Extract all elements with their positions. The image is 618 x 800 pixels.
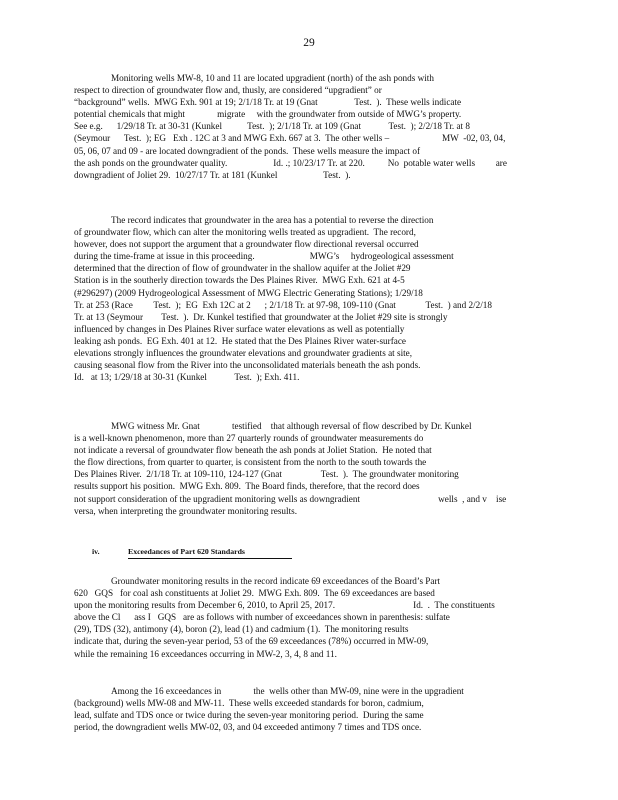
section-heading-number: iv. [92, 547, 100, 556]
text-line: respect to direction of groundwater flow and, thusly, are considered “upgradient” or [74, 85, 382, 96]
text-line: not indicate a reversal of groundwater flow beneath the ash ponds at Joliet Station. He noted that [74, 445, 432, 456]
text-line: elevations strongly influences the groundwater elevations and groundwater gradients at site, [74, 348, 413, 359]
text-line: (Seymour Test. ); EG Exh . 12C at 3 and MWG Exh. 667 at 3. The other wells – MW -02, 03, 04, [74, 133, 506, 144]
text-line: however, does not support the argument that a groundwater flow directional reversal occurred [74, 239, 419, 250]
text-line: results support his position. MWG Exh. 809. The Board finds, therefore, that the record does [74, 481, 420, 492]
text-line: causing seasonal flow from the River into the unconsolidated materials beneath the ash ponds. [74, 360, 421, 371]
paragraph-sixteen-exceedances [74, 685, 544, 733]
text-line: Station is in the southerly direction towards the Des Plaines River. MWG Exh. 621 at 4-5 [74, 275, 405, 286]
paragraph-exceedances [74, 575, 544, 660]
text-line: Monitoring wells MW-8, 10 and 11 are located upgradient (north) of the ash ponds with [111, 73, 434, 83]
text-line: “background” wells. MWG Exh. 901 at 19; 2/1/18 Tr. at 19 (Gnat Test. ). These wells indicate [74, 97, 462, 108]
text-line: above the Cl ass I GQS are as follows with number of exceedances shown in parenthesis: sulfate [74, 612, 450, 623]
text-line: (29), TDS (32), antimony (4), boron (2), lead (1) and cadmium (1). The monitoring results [74, 624, 409, 635]
text-line: Groundwater monitoring results in the record indicate 69 exceedances of the Board’s Part [111, 576, 441, 586]
text-line: The record indicates that groundwater in the area has a potential to reverse the direction [111, 215, 434, 225]
text-line: lead, sulfate and TDS once or twice during the seven-year monitoring period. During the same [74, 710, 424, 721]
section-heading-title: Exceedances of Part 620 Standards [128, 546, 292, 559]
text-line: 620 GQS for coal ash constituents at Joliet 29. MWG Exh. 809. The 69 exceedances are based [74, 588, 435, 599]
page-number: 29 [303, 37, 315, 49]
text-line: leaking ash ponds. EG Exh. 401 at 12. He stated that the Des Plaines River water-surface [74, 335, 407, 346]
text-line: period, the downgradient wells MW-02, 03, and 04 exceeded antimony 7 times and TDS once. [74, 722, 422, 733]
text-line: Tr. at 253 (Race Test. ); EG Exh 12C at 2 ; 2/1/18 Tr. at 97-98, 109-110 (Gnat Test. ) and 2/2/18 [74, 299, 492, 310]
section-heading [92, 546, 292, 559]
paragraph-flow-reversal [74, 214, 544, 383]
text-line: Id. at 13; 1/29/18 at 30-31 (Kunkel Test. ); Exh. 411. [74, 372, 300, 383]
text-line: not support consideration of the upgradient monitoring wells as downgradient wells , and v ise [74, 493, 507, 504]
text-line: the ash ponds on the groundwater quality. Id. .; 10/23/17 Tr. at 220. No potable water wells are [74, 157, 507, 168]
text-line: is a well-known phenomenon, more than 27 quarterly rounds of groundwater measurements do [74, 433, 424, 444]
text-line: during the time-frame at issue in this proceeding. MWG’s hydrogeological assessment [74, 251, 454, 262]
text-line: MWG witness Mr. Gnat testified that although reversal of flow described by Dr. Kunkel [111, 421, 472, 431]
paragraph-upgradient-wells [74, 72, 544, 181]
text-line: See e.g. 1/29/18 Tr. at 30-31 (Kunkel Test. ); 2/1/18 Tr. at 109 (Gnat Test. ); 2/2/18 Tr. at 8 [74, 121, 470, 132]
text-line: Tr. at 13 (Seymour Test. ). Dr. Kunkel testified that groundwater at the Joliet #29 site is strongly [74, 311, 448, 322]
text-line: Among the 16 exceedances in the wells other than MW-09, nine were in the upgradient [111, 686, 464, 696]
text-line: versa, when interpreting the groundwater monitoring results. [74, 505, 297, 516]
paragraph-gnat-testimony [74, 420, 544, 517]
text-line: (background) wells MW-08 and MW-11. These wells exceeded standards for boron, cadmium, [74, 698, 424, 709]
text-line: the flow directions, from quarter to quarter, is consistent from the north to the south towards the [74, 457, 427, 468]
text-line: Des Plaines River. 2/1/18 Tr. at 109-110, 124-127 (Gnat Test. ). The groundwater monitoring [74, 469, 459, 480]
text-line: (#296297) (2009 Hydrogeological Assessment of MWG Electric Generating Stations); 1/29/18 [74, 287, 423, 298]
text-line: 05, 06, 07 and 09 - are located downgradient of the ponds. These wells measure the impact of [74, 145, 421, 156]
text-line: while the remaining 16 exceedances occurring in MW-2, 3, 4, 8 and 11. [74, 648, 337, 659]
text-line: upon the monitoring results from December 6, 2010, to April 25, 2017. Id. . The constituents [74, 600, 495, 611]
text-line: potential chemicals that might migrate with the groundwater from outside of MWG’s property. [74, 109, 462, 120]
text-line: of groundwater flow, which can alter the monitoring wells treated as upgradient. The record, [74, 227, 416, 238]
text-line: downgradient of Joliet 29. 10/27/17 Tr. at 181 (Kunkel Test. ). [74, 169, 351, 180]
text-line: influenced by changes in Des Plaines River surface water elevations as well as potentially [74, 323, 405, 334]
text-line: determined that the direction of flow of groundwater in the shallow aquifer at the Joliet #29 [74, 263, 411, 274]
text-line: indicate that, during the seven-year period, 53 of the 69 exceedances (78%) occurred in MW-09, [74, 636, 429, 647]
